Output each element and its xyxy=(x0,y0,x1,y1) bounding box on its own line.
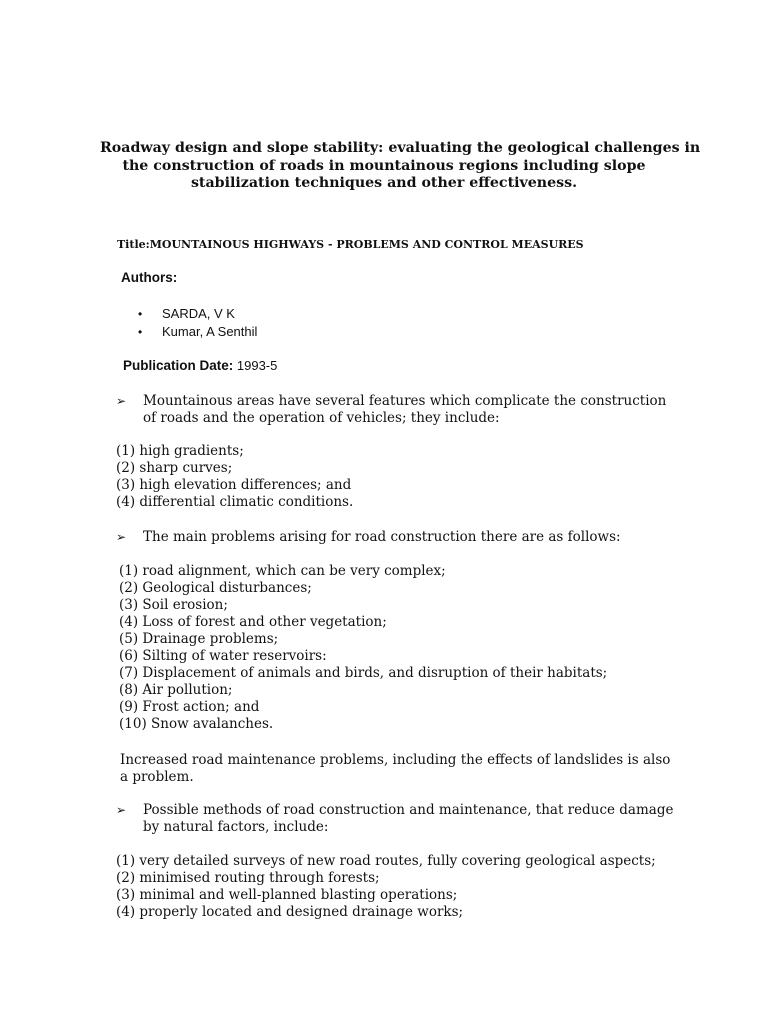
title-value: MOUNTAINOUS HIGHWAYS - PROBLEMS AND CONTROL MEASURES xyxy=(149,238,584,251)
section-intro xyxy=(116,529,676,546)
section-intro xyxy=(116,802,676,836)
list-item: (4) properly located and designed drainage works; xyxy=(116,904,464,920)
list-item: (1) road alignment, which can be very complex; xyxy=(119,563,446,579)
note-line: Increased road maintenance problems, including the effects of landslides is also xyxy=(120,752,671,768)
list-item: (4) Loss of forest and other vegetation; xyxy=(119,614,387,630)
author-list-item xyxy=(138,324,257,339)
section-intro-line: Mountainous areas have several features which complicate the construction xyxy=(143,393,667,409)
list-item: (1) high gradients; xyxy=(116,443,244,459)
authors-label: Authors: xyxy=(121,270,178,285)
list-item: (2) Geological disturbances; xyxy=(119,580,312,596)
list-item: (4) differential climatic conditions. xyxy=(116,494,354,510)
problems-list xyxy=(119,563,607,733)
author-list-item xyxy=(138,306,235,321)
arrow-bullet-icon: ➢ xyxy=(116,394,127,408)
list-item: (6) Silting of water reservoirs: xyxy=(119,648,327,664)
list-item: (5) Drainage problems; xyxy=(119,631,279,647)
document-heading xyxy=(100,140,701,193)
note-paragraph xyxy=(120,752,670,786)
list-item: (2) minimised routing through forests; xyxy=(116,870,380,886)
arrow-bullet-icon: ➢ xyxy=(116,803,127,817)
author-name: SARDA, V K xyxy=(162,306,235,321)
list-item: (3) Soil erosion; xyxy=(119,597,228,613)
arrow-bullet-icon: ➢ xyxy=(116,530,127,544)
section-intro-line: Possible methods of road construction and maintenance, that reduce damage xyxy=(143,802,674,818)
list-item: (1) very detailed surveys of new road routes, fully covering geological aspects; xyxy=(116,853,656,869)
list-item: (2) sharp curves; xyxy=(116,460,233,476)
publication-date-value: 1993-5 xyxy=(236,358,278,373)
heading-line: stabilization techniques and other effectiveness. xyxy=(190,175,578,191)
list-item: (8) Air pollution; xyxy=(119,682,233,698)
methods-list xyxy=(116,853,656,921)
list-item: (7) Displacement of animals and birds, and disruption of their habitats; xyxy=(119,665,608,681)
list-item: (3) high elevation differences; and xyxy=(116,477,352,493)
title-label: Title: xyxy=(117,238,150,251)
note-line: a problem. xyxy=(120,769,194,785)
section-intro-line: by natural factors, include: xyxy=(143,819,329,835)
list-item: (10) Snow avalanches. xyxy=(119,716,274,732)
section-intro xyxy=(116,393,676,427)
title-line xyxy=(117,238,584,251)
publication-date-label: Publication Date: xyxy=(123,358,234,373)
list-item: (9) Frost action; and xyxy=(119,699,260,715)
publication-date xyxy=(123,358,277,373)
heading-line: Roadway design and slope stability: evaluating the geological challenges in xyxy=(100,140,701,156)
heading-line: the construction of roads in mountainous regions including slope xyxy=(122,157,646,174)
bullet-icon: • xyxy=(138,325,143,339)
section-intro-line: of roads and the operation of vehicles; they include: xyxy=(143,410,500,426)
bullet-icon: • xyxy=(138,307,143,321)
feature-list xyxy=(116,443,353,511)
section-intro-line: The main problems arising for road construction there are as follows: xyxy=(143,529,621,545)
list-item: (3) minimal and well-planned blasting operations; xyxy=(116,887,458,903)
author-name: Kumar, A Senthil xyxy=(162,324,258,339)
